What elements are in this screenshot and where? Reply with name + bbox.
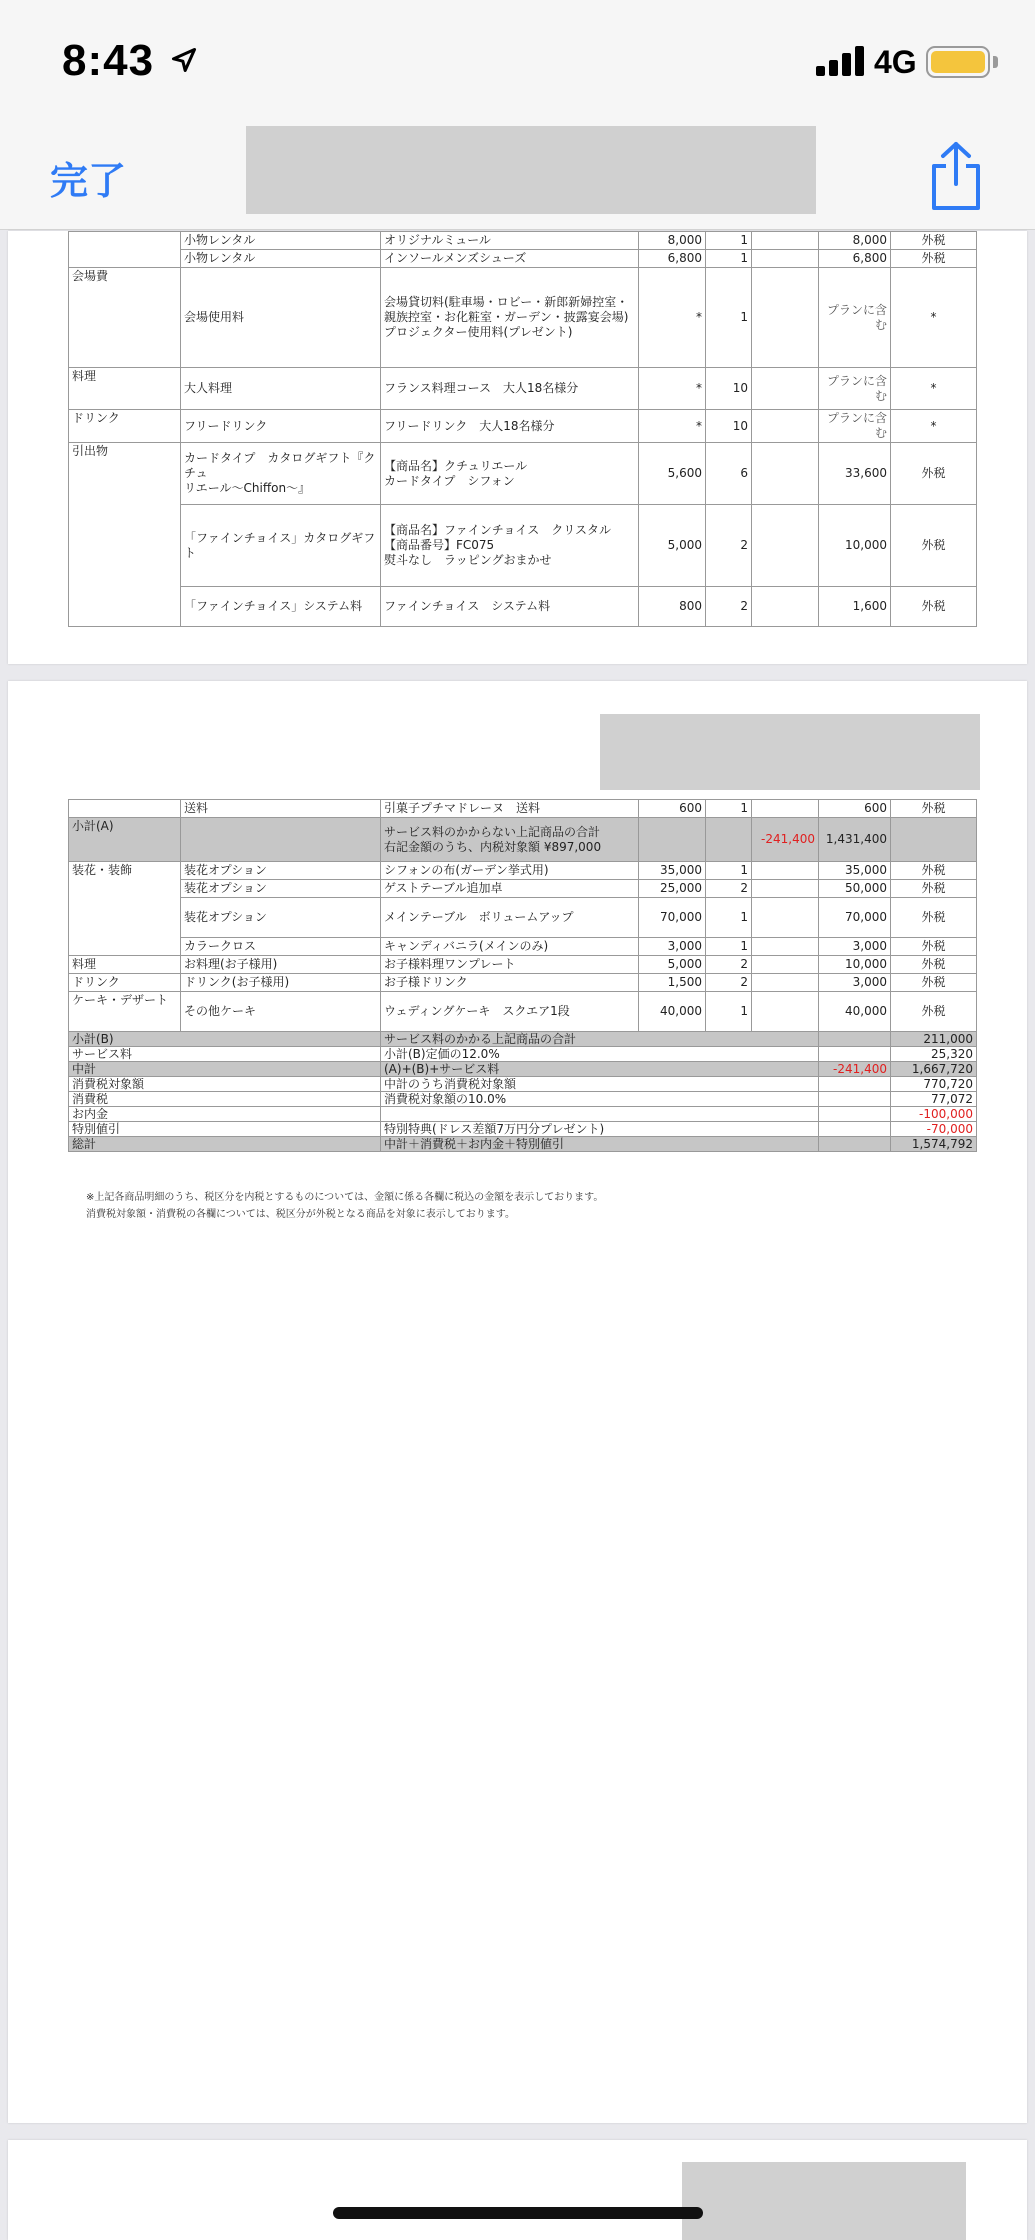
summary-disc [819,1107,891,1122]
cell-item: 「ファインチョイス」システム料 [181,587,381,627]
cell-amount: 8,000 [819,232,891,250]
cell-disc [752,505,819,587]
cell-tax: * [891,268,977,368]
share-icon[interactable] [926,140,986,212]
document-page-3 [8,2140,1027,2240]
cell-disc [752,974,819,992]
cell-item: カラークロス [181,938,381,956]
cell-qty: 1 [706,268,752,368]
cell-disc [752,956,819,974]
cell-qty: 2 [706,505,752,587]
table-row [69,443,977,505]
battery-icon [926,46,990,78]
table-row [69,250,977,268]
summary-row [69,1092,977,1107]
cell-item: 会場使用料 [181,268,381,368]
cell-disc [752,938,819,956]
cell-amount: プランに含む [819,410,891,443]
cell-cat: 会場費 [69,268,181,368]
cell-disc [752,587,819,627]
cell-tax: 外税 [891,443,977,505]
cell-tax: 外税 [891,800,977,818]
cell-amount: 10,000 [819,505,891,587]
cell-price: 6,800 [639,250,706,268]
redacted-header [600,714,980,790]
cell-amount: 600 [819,800,891,818]
summary-row [69,1032,977,1047]
document-page-1 [8,231,1027,664]
cell-qty: 1 [706,898,752,938]
cell-cat: 小計(A) [69,818,181,862]
cell-amount: プランに含む [819,268,891,368]
cell-tax: 外税 [891,898,977,938]
estimate-table-2 [68,799,977,1152]
cell-qty: 2 [706,974,752,992]
cell-qty: 10 [706,368,752,410]
cell-tax: 外税 [891,974,977,992]
cell-cat: ドリンク [69,974,181,992]
cell-price: 5,600 [639,443,706,505]
cell-amount: 33,600 [819,443,891,505]
cell-qty: 1 [706,992,752,1032]
summary-amount: 1,574,792 [891,1137,977,1152]
table-row [69,800,977,818]
summary-label: 消費税対象額 [69,1077,381,1092]
table-row [69,974,977,992]
cell-cat: 装花・装飾 [69,862,181,956]
cell-cat: ドリンク [69,410,181,443]
cell-disc [752,268,819,368]
footnote-line: 消費税対象額・消費税の各欄については、税区分が外税となる商品を対象に表示しております。 [86,1209,515,1220]
table-row [69,818,977,862]
cell-cat: 料理 [69,956,181,974]
cell-item: 大人料理 [181,368,381,410]
cell-tax: 外税 [891,956,977,974]
summary-label: お内金 [69,1107,381,1122]
cell-qty: 10 [706,410,752,443]
status-time: 8:43 [62,36,155,85]
cell-qty: 6 [706,443,752,505]
cell-item: 小物レンタル [181,232,381,250]
cell-desc: 【商品名】クチュリエール カードタイプ シフォン [381,443,639,505]
home-indicator[interactable] [333,2207,703,2219]
summary-desc: 中計のうち消費税対象額 [381,1077,819,1092]
redacted-header [682,2162,966,2240]
cell-cat: ケーキ・デザート [69,992,181,1032]
cell-desc: インソールメンズシューズ [381,250,639,268]
table-row [69,232,977,250]
cell-tax: 外税 [891,232,977,250]
cell-desc: シフォンの布(ガーデン挙式用) [381,862,639,880]
cell-amount: 40,000 [819,992,891,1032]
summary-disc [819,1122,891,1137]
estimate-table-1 [68,231,977,627]
cell-price: 1,500 [639,974,706,992]
cell-price: 40,000 [639,992,706,1032]
cell-tax [891,818,977,862]
summary-desc: 消費税対象額の10.0% [381,1092,819,1107]
cell-price [639,818,706,862]
summary-amount: -70,000 [891,1122,977,1137]
cell-amount: 35,000 [819,862,891,880]
cell-qty: 1 [706,862,752,880]
summary-desc: サービス料のかかる上記商品の合計 [381,1032,819,1047]
cell-desc: 【商品名】ファインチョイス クリスタル 【商品番号】FC075 熨斗なし ラッピングおまかせ [381,505,639,587]
table-row [69,268,977,368]
cell-price: * [639,268,706,368]
cell-item [181,818,381,862]
summary-desc: (A)+(B)+サービス料 [381,1062,819,1077]
cell-desc: ゲストテーブル追加卓 [381,880,639,898]
summary-amount: 77,072 [891,1092,977,1107]
cell-desc: 会場貸切料(駐車場・ロビー・新郎新婦控室・ 親族控室・お化粧室・ガーデン・披露宴会場) プロジェクター使用料(プレゼント) [381,268,639,368]
cell-item: その他ケーキ [181,992,381,1032]
cell-item: 装花オプション [181,862,381,880]
summary-amount: -100,000 [891,1107,977,1122]
cell-cat [69,800,181,818]
summary-label: 中計 [69,1062,381,1077]
cell-desc: お子様料理ワンプレート [381,956,639,974]
cell-disc: -241,400 [752,818,819,862]
battery-cap [993,56,998,68]
cell-desc: キャンディバニラ(メインのみ) [381,938,639,956]
cell-item: お料理(お子様用) [181,956,381,974]
cell-tax: 外税 [891,250,977,268]
summary-row [69,1077,977,1092]
cellular-signal-icon [816,46,864,76]
cell-tax: 外税 [891,587,977,627]
cell-desc: ウェディングケーキ スクエア1段 [381,992,639,1032]
cell-amount: 10,000 [819,956,891,974]
cell-disc [752,992,819,1032]
cell-qty: 2 [706,880,752,898]
cell-price: 70,000 [639,898,706,938]
cell-amount: 6,800 [819,250,891,268]
summary-row [69,1122,977,1137]
cell-item: 送料 [181,800,381,818]
summary-label: 総計 [69,1137,381,1152]
cell-disc [752,443,819,505]
cell-item: 装花オプション [181,880,381,898]
cell-qty: 2 [706,587,752,627]
cell-qty: 1 [706,250,752,268]
cell-price: * [639,410,706,443]
status-bar [0,0,1035,122]
cell-desc: オリジナルミュール [381,232,639,250]
cell-qty: 1 [706,800,752,818]
cell-disc [752,232,819,250]
cell-qty: 2 [706,956,752,974]
table-row [69,938,977,956]
cell-disc [752,898,819,938]
cell-desc: フリードリンク 大人18名様分 [381,410,639,443]
cell-tax: 外税 [891,938,977,956]
summary-desc: 中計＋消費税＋お内金＋特別値引 [381,1137,819,1152]
location-arrow-icon [170,46,198,74]
cell-desc: 引菓子プチマドレーヌ 送料 [381,800,639,818]
cell-desc: フランス料理コース 大人18名様分 [381,368,639,410]
cell-tax: 外税 [891,505,977,587]
cell-disc [752,410,819,443]
document-page-2 [8,681,1027,2123]
table-row [69,898,977,938]
table-row [69,880,977,898]
cell-amount: 70,000 [819,898,891,938]
summary-amount: 1,667,720 [891,1062,977,1077]
cell-cat: 引出物 [69,443,181,627]
cell-disc [752,800,819,818]
cell-disc [752,862,819,880]
cell-desc: メインテーブル ボリュームアップ [381,898,639,938]
cell-price: 600 [639,800,706,818]
cell-price: 8,000 [639,232,706,250]
cell-amount: 3,000 [819,974,891,992]
cell-price: 3,000 [639,938,706,956]
summary-disc [819,1137,891,1152]
nav-bar [0,122,1035,230]
cell-desc: お子様ドリンク [381,974,639,992]
summary-row [69,1047,977,1062]
table-row [69,862,977,880]
cell-item: フリードリンク [181,410,381,443]
table-row [69,505,977,587]
cell-tax: 外税 [891,992,977,1032]
summary-disc [819,1047,891,1062]
summary-amount: 770,720 [891,1077,977,1092]
cell-item: カードタイプ カタログギフト『クチュ リエール〜Chiffon〜』 [181,443,381,505]
cell-qty: 1 [706,232,752,250]
summary-row [69,1062,977,1077]
cell-disc [752,880,819,898]
footnote-line: ※上記各商品明細のうち、税区分を内税とするものについては、金額に係る各欄に税込の金額を表示しております。 [86,1192,604,1203]
cell-price: 5,000 [639,505,706,587]
summary-label: 小計(B) [69,1032,381,1047]
cell-qty [706,818,752,862]
redacted-title [246,126,816,214]
cell-disc [752,368,819,410]
cell-tax: * [891,410,977,443]
summary-disc [819,1077,891,1092]
cell-amount: 50,000 [819,880,891,898]
summary-row [69,1137,977,1152]
cell-price: 25,000 [639,880,706,898]
cell-price: * [639,368,706,410]
cell-cat: 料理 [69,368,181,410]
cell-price: 35,000 [639,862,706,880]
cell-tax: 外税 [891,862,977,880]
summary-label: サービス料 [69,1047,381,1062]
table-row [69,587,977,627]
summary-desc: 特別特典(ドレス差額7万円分プレゼント) [381,1122,819,1137]
cell-desc: ファインチョイス システム料 [381,587,639,627]
cell-amount: プランに含む [819,368,891,410]
cell-qty: 1 [706,938,752,956]
cell-price: 800 [639,587,706,627]
cell-item: 小物レンタル [181,250,381,268]
cell-amount: 1,431,400 [819,818,891,862]
summary-disc [819,1032,891,1047]
table-row [69,410,977,443]
cell-item: ドリンク(お子様用) [181,974,381,992]
summary-amount: 211,000 [891,1032,977,1047]
cell-tax: 外税 [891,880,977,898]
summary-amount: 25,320 [891,1047,977,1062]
table-row [69,956,977,974]
cell-price: 5,000 [639,956,706,974]
cell-desc: サービス料のかからない上記商品の合計 右記金額のうち、内税対象額 ¥897,000 [381,818,639,862]
cell-tax: * [891,368,977,410]
summary-label: 特別値引 [69,1122,381,1137]
summary-desc [381,1107,819,1122]
footnotes [86,1189,603,1223]
cell-item: 「ファインチョイス」カタログギフト [181,505,381,587]
network-type: 4G [874,44,917,80]
summary-disc: -241,400 [819,1062,891,1077]
summary-disc [819,1092,891,1107]
table-row [69,368,977,410]
summary-row [69,1107,977,1122]
cell-disc [752,250,819,268]
summary-desc: 小計(B)定価の12.0% [381,1047,819,1062]
cell-amount: 3,000 [819,938,891,956]
cell-cat [69,232,181,268]
table-row [69,992,977,1032]
cell-amount: 1,600 [819,587,891,627]
summary-label: 消費税 [69,1092,381,1107]
cell-item: 装花オプション [181,898,381,938]
done-button[interactable]: 完了 [50,159,127,203]
